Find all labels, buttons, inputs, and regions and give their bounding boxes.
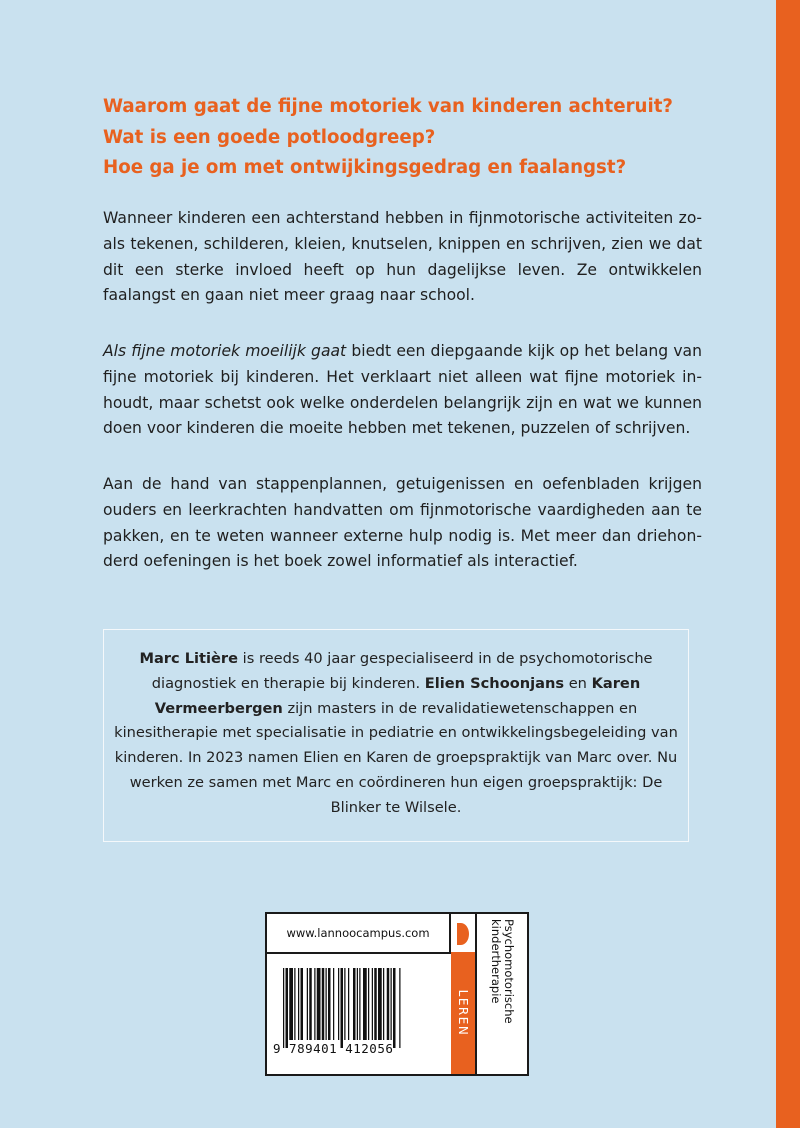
barcode-bar — [363, 968, 367, 1040]
bio-text: is reeds 40 jaar gespecialiseerd in de psychomotorische diagnostiek en therapie bij kinderen. — [151, 650, 653, 692]
bio-text: en — [564, 674, 592, 692]
barcode-bar — [348, 968, 349, 1040]
barcode-bar — [399, 968, 400, 1048]
method-paragraph: Aan de hand van stappenplannen, getuigenissen en oefenbladen krijgen ouders en leerkrachten handvatten om fijnmotorische vaardigheden aan te pakken, en te weten wanneer externe hulp nodig is. Met meer dan driehonderd oefeningen is het boek zowel informatief als interactief. — [103, 475, 702, 571]
barcode-bar — [289, 968, 293, 1040]
barcode-bar — [326, 968, 327, 1040]
intro-paragraph: Wanneer kinderen een achterstand hebben in fijnmotorische activiteiten zoals tekenen, schilderen, kleien, knutselen, knippen en schrijven, zien we dat dit een sterke invloed heeft op hun dagelijkse leven. Ze ontwikkelen faalangst en gaan niet meer graag naar school. — [103, 209, 702, 305]
barcode-bar — [322, 968, 325, 1040]
barcode-bar — [338, 968, 339, 1040]
barcode-bar — [344, 968, 345, 1040]
barcode-bar — [286, 968, 289, 1048]
barcode-bar — [383, 968, 384, 1040]
barcode-bar — [298, 968, 299, 1040]
category-text: Psychomotorische kindertherapie — [489, 919, 516, 1024]
barcode-bar — [387, 968, 390, 1040]
barcode-bar — [341, 968, 344, 1048]
book-title-italic: Als fijne motoriek moeilijk gaat — [103, 342, 347, 360]
barcode-bar — [283, 968, 284, 1048]
question-2: Wat is een goede potloodgreep? — [103, 126, 436, 148]
barcode-bar — [301, 968, 304, 1040]
barcode-bar — [333, 968, 334, 1040]
book-description-text: biedt een diepgaande kijk op het belang van fijne motoriek bij kinderen. Het verklaart niet alleen wat fijne motoriek inhoudt, maar schetst ook welke onderdelen belangrijk zijn en wat we kunnen doen voor kinderen die moeite hebben met tekenen, puzzelen of schrijven. — [103, 342, 702, 438]
barcode-bar — [368, 968, 369, 1040]
author-bio-box — [103, 629, 689, 842]
isbn-number: 9 789401 412056 — [273, 1041, 394, 1056]
barcode-bar — [294, 968, 295, 1040]
question-3: Hoe ga je om met ontwijkingsgedrag en faalangst? — [103, 157, 627, 178]
series-text: LEREN — [456, 989, 470, 1037]
barcode-bar — [378, 968, 382, 1040]
barcode-bar — [328, 968, 331, 1040]
barcode-bar — [391, 968, 392, 1040]
category-label — [477, 914, 527, 1074]
barcode-bar — [317, 968, 321, 1040]
bio-text: zijn masters in de revalidatiewetenschappen en kinesitherapie met specialisatie in pediatrie en ontwikkelingsbegeleiding van kinderen. In 2023 namen Elien en Karen de groepspraktijk van Marc over. Nu werken ze samen met Marc en coördineren hun eigen groepspraktijk: De Blinker te Wilsele. — [114, 699, 678, 816]
barcode-bar — [353, 968, 356, 1040]
barcode-bar — [359, 968, 360, 1040]
question-1: Waarom gaat de fijne motoriek van kinderen achteruit? — [103, 96, 673, 117]
barcode-bar — [393, 968, 396, 1048]
question-block — [103, 92, 743, 184]
book-spine-edge — [776, 0, 800, 1128]
barcode-bar — [357, 968, 358, 1040]
half-circle-logo-icon — [457, 923, 469, 945]
author-name: Elien Schoonjans — [424, 674, 565, 692]
book-description-paragraph — [103, 339, 702, 442]
author-name: Karen Vermeerbergen — [154, 674, 641, 717]
publisher-barcode-label — [265, 912, 529, 1076]
author-name: Marc Litière — [139, 650, 239, 667]
series-label — [451, 952, 477, 1074]
barcode-bar — [374, 968, 377, 1040]
publisher-url[interactable]: www.lannoocampus.com — [267, 914, 451, 954]
barcode-bar — [372, 968, 373, 1040]
barcode-bar — [309, 968, 312, 1040]
barcode-bar — [307, 968, 308, 1040]
publisher-logo — [451, 914, 477, 954]
barcode-bar — [314, 968, 315, 1040]
